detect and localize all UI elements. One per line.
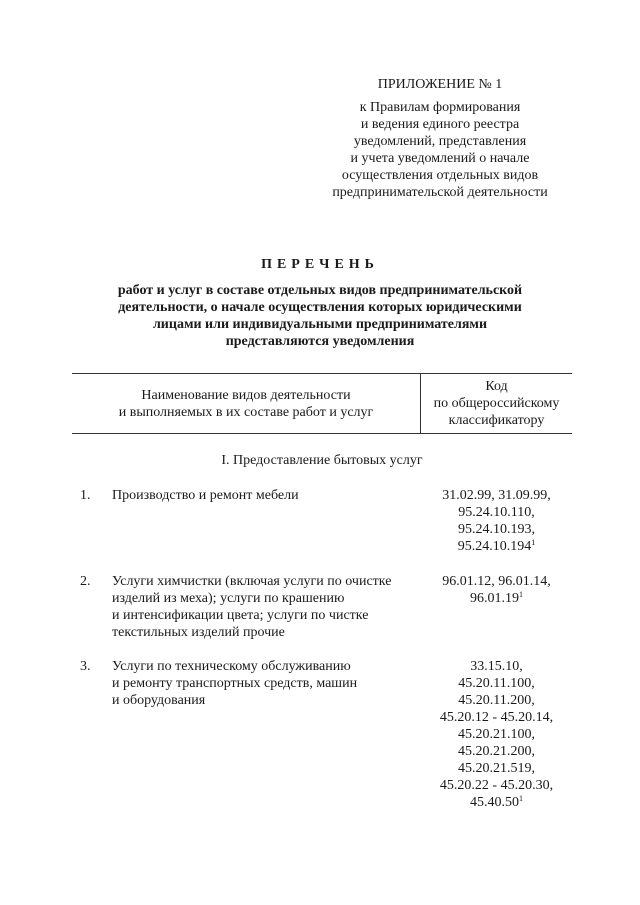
appendix-line: и учета уведомлений о начале	[350, 151, 530, 166]
header-text: Код	[485, 379, 508, 394]
row-activity-name	[112, 487, 412, 504]
code-line: 45.20.22 - 45.20.30,	[439, 778, 554, 793]
name-line: Производство и ремонт мебели	[112, 488, 299, 503]
code-line: 33.15.10,	[470, 659, 523, 674]
code-line	[421, 590, 572, 607]
code-line: 96.01.12, 96.01.14,	[442, 574, 551, 589]
row-codes	[421, 573, 572, 607]
name-line: и ремонту транспортных средств, машин	[112, 676, 358, 691]
code-line: 95.24.10.193,	[458, 522, 535, 537]
section-title: I. Предоставление бытовых услуг	[221, 453, 423, 468]
code-line	[421, 794, 572, 811]
subtitle-line: представляются уведомления	[225, 334, 415, 349]
name-line: текстильных изделий прочие	[112, 625, 285, 640]
footnote-mark: 1	[519, 590, 523, 599]
code-line: 45.20.21.100,	[458, 727, 535, 742]
subtitle-line: деятельности, о начале осуществления которых юридическими	[118, 300, 522, 315]
appendix-line: уведомлений, представления	[353, 134, 527, 149]
row-codes	[421, 487, 572, 555]
row-activity-name	[112, 573, 412, 641]
name-line: и оборудования	[112, 693, 206, 708]
code-line: 31.02.99, 31.09.99,	[442, 488, 551, 503]
document-subtitle	[80, 282, 560, 350]
document-title: ПЕРЕЧЕНЬ	[261, 257, 379, 272]
code-line	[421, 538, 572, 555]
name-line: и интенсификации цвета; услуги по чистке	[112, 608, 369, 623]
footnote-mark: 1	[519, 794, 523, 803]
header-text: по общероссийскому	[433, 396, 560, 411]
row-number: 2.	[80, 574, 91, 589]
appendix-line: осуществления отдельных видов	[341, 168, 539, 183]
row-number: 3.	[80, 659, 91, 674]
subtitle-line: лицами или индивидуальными предпринимателями	[152, 317, 488, 332]
header-activity-name	[72, 374, 421, 433]
row-codes	[421, 658, 572, 811]
name-line: Услуги по техническому обслуживанию	[112, 659, 351, 674]
row-number: 1.	[80, 488, 91, 503]
row-activity-name	[112, 658, 412, 709]
appendix-line: предпринимательской деятельности	[332, 185, 548, 200]
code-text: 95.24.10.194	[457, 539, 532, 554]
header-text: Наименование видов деятельности	[141, 387, 351, 403]
appendix-line: к Правилам формирования	[359, 100, 521, 115]
name-line: Услуги химчистки (включая услуги по очистке	[112, 574, 392, 589]
code-text: 45.40.50	[470, 795, 519, 810]
subtitle-line: работ и услуг в составе отдельных видов предпринимательской	[117, 283, 523, 298]
name-line: изделий из меха); услуги по крашению	[112, 591, 345, 606]
header-text: классификатору	[448, 413, 545, 428]
code-line: 45.20.21.200,	[458, 744, 535, 759]
header-text: и выполняемых в их составе работ и услуг	[118, 404, 374, 420]
code-line: 45.20.11.100,	[458, 676, 535, 691]
appendix-label: ПРИЛОЖЕНИЕ № 1	[377, 77, 503, 92]
code-line: 45.20.11.200,	[458, 693, 535, 708]
footnote-mark: 1	[531, 538, 536, 547]
code-line: 45.20.21.519,	[458, 761, 535, 776]
appendix-line: и ведения единого реестра	[360, 117, 520, 132]
appendix-block	[320, 76, 560, 201]
code-line: 45.20.12 - 45.20.14,	[439, 710, 554, 725]
header-classifier-code	[421, 374, 572, 433]
code-line: 95.24.10.110,	[458, 505, 535, 520]
table-header	[72, 373, 572, 434]
code-text: 96.01.19	[470, 591, 519, 606]
